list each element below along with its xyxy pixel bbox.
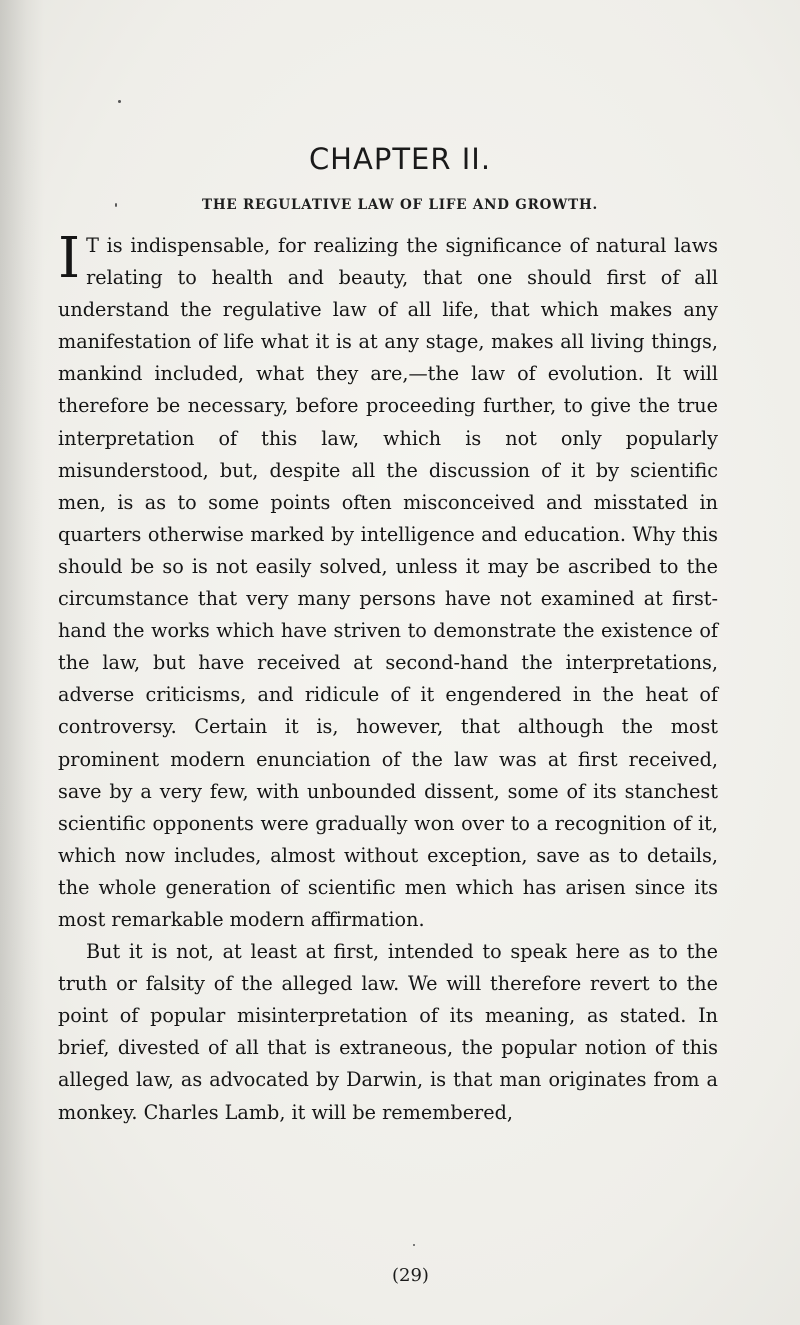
chapter-body [58, 226, 718, 1129]
paragraph-2: But it is not, at least at first, intended to speak here as to the truth or falsity of the alleged law. We will therefore revert to the point of popular misinterpretation of its meaning, as stated. In brief, divested of all that is extraneous, the popular notion of this alleged law, as advocated by Darwin, is that man originates from a monkey. Charles Lamb, it will be remembered, [58, 940, 718, 1124]
paper-speck [413, 1244, 415, 1246]
paragraph-1: IT is indispensable, for realizing the significance of natural laws relating to health and beauty, that one should first of all understand the regulative law of all life, that which makes any manifestation of life what it is at any stage, makes all living things, mankind included, what they are,—the law of evolution. It will therefore be necessary, before proceeding further, to give the true interpretation of this law, which is not only popularly misunderstood, but, despite all the discussion of it by scientific men, is as to some points often misconceived and misstated in quarters otherwise marked by intelligence and education. Why this should be so is not easily solved, unless it may be ascribed to the circumstance that very many persons have not examined at first-hand the works which have striven to demonstrate the existence of the law, but have received at second-hand the interpretations, adverse criticisms, and ridicule of it engendered in the heat of controversy. Certain it is, however, that although the most prominent modern enunciation of the law was at first received, save by a very few, with unbounded dissent, some of its stanchest scientific opponents were gradually won over to a recognition of it, which now includes, almost without exception, save as to details, the whole generation of scientific men which has arisen since its most remarkable modern affirmation. [58, 226, 718, 931]
paper-speck [118, 100, 121, 103]
chapter-heading: CHAPTER II. [308, 142, 492, 176]
chapter-subtitle: THE REGULATIVE LAW OF LIFE AND GROWTH. [201, 197, 599, 213]
page-number: (29) [392, 1265, 429, 1286]
